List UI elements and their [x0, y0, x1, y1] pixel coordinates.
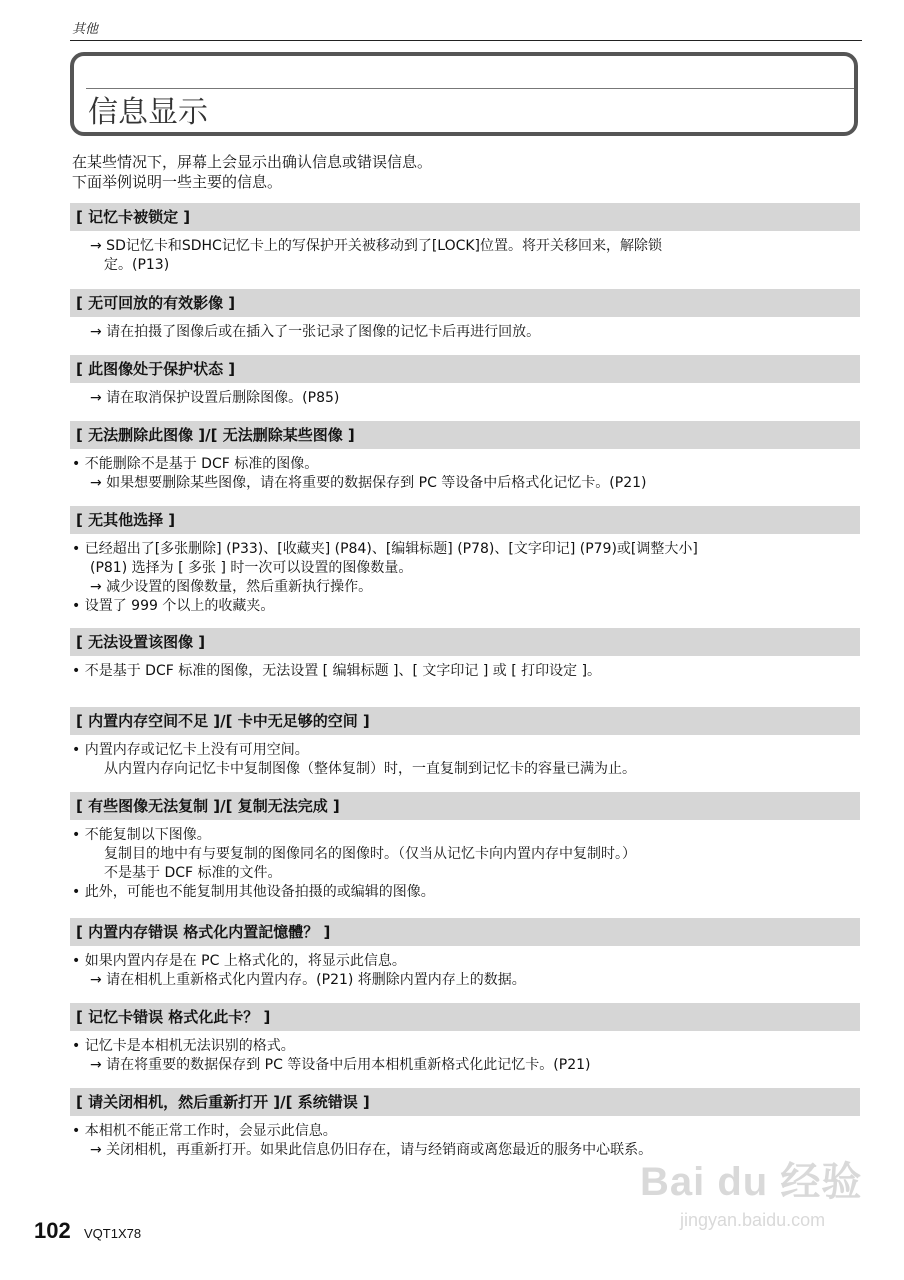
body-line: → 请在拍摄了图像后或在插入了一张记录了图像的记忆卡后再进行回放。	[90, 324, 541, 340]
section-heading: [ 无法设置该图像 ]	[70, 628, 860, 656]
section-internal-memory-error	[70, 918, 860, 990]
intro-line: 在某些情况下，屏幕上会显示出确认信息或错误信息。	[72, 153, 433, 171]
section-body	[70, 820, 860, 902]
body-line: • 设置了 999 个以上的收藏夹。	[72, 598, 275, 614]
section-heading: [ 无法删除此图像 ]/[ 无法删除某些图像 ]	[70, 421, 860, 449]
body-line: • 不是基于 DCF 标准的图像，无法设置 [ 编辑标题 ]、[ 文字印记 ] 或 [ 打印设定 ]。	[72, 663, 602, 679]
section-cannot-delete	[70, 421, 860, 493]
body-line: → 减少设置的图像数量，然后重新执行操作。	[90, 579, 373, 595]
section-heading: [ 无其他选择 ]	[70, 506, 860, 534]
body-line: → 请在取消保护设置后删除图像。(P85)	[90, 390, 340, 406]
intro-line: 下面举例说明一些主要的信息。	[72, 173, 283, 191]
section-heading: [ 无可回放的有效影像 ]	[70, 289, 860, 317]
body-line: • 本相机不能正常工作时，会显示此信息。	[72, 1123, 337, 1139]
model-code: VQT1X78	[84, 1226, 142, 1241]
body-line: • 不能复制以下图像。	[72, 827, 211, 843]
page-number: 102	[34, 1218, 71, 1243]
intro-text	[72, 152, 852, 192]
section-image-protected	[70, 355, 860, 408]
body-line: • 内置内存或记忆卡上没有可用空间。	[72, 742, 309, 758]
body-line: 从内置内存向记忆卡中复制图像（整体复制）时，一直复制到记忆卡的容量已满为止。	[104, 761, 636, 777]
body-line: (P81) 选择为 [ 多张 ] 时一次可以设置的图像数量。	[90, 560, 413, 576]
body-line: • 已经超出了[多张删除] (P33)、[收藏夹] (P84)、[编辑标题] (P78)、[文字印记] (P79)或[调整大小]	[72, 541, 698, 557]
body-line: → SD记忆卡和SDHC记忆卡上的写保护开关被移动到了[LOCK]位置。将开关移回来，解除锁	[90, 238, 663, 254]
body-line: → 请在将重要的数据保存到 PC 等设备中后用本相机重新格式化此记忆卡。(P21)	[90, 1057, 591, 1073]
section-body	[70, 656, 860, 681]
body-line: • 如果内置内存是在 PC 上格式化的，将显示此信息。	[72, 953, 406, 969]
section-heading: [ 有些图像无法复制 ]/[ 复制无法完成 ]	[70, 792, 860, 820]
section-card-error	[70, 1003, 860, 1075]
section-body	[70, 449, 860, 493]
watermark-url: jingyan.baidu.com	[680, 1210, 826, 1230]
section-no-valid-image	[70, 289, 860, 342]
body-line: • 此外，可能也不能复制用其他设备拍摄的或编辑的图像。	[72, 884, 435, 900]
body-line: 不是基于 DCF 标准的文件。	[104, 865, 282, 881]
section-heading: [ 内置内存错误 格式化内置記憶體？ ]	[70, 918, 860, 946]
section-body	[70, 317, 860, 342]
section-heading: [ 记忆卡错误 格式化此卡？ ]	[70, 1003, 860, 1031]
title-box	[70, 52, 858, 136]
section-cannot-set-image	[70, 628, 860, 681]
body-line: → 关闭相机，再重新打开。如果此信息仍旧存在，请与经销商或离您最近的服务中心联系。	[90, 1142, 653, 1158]
watermark	[640, 1150, 870, 1250]
section-memory-full	[70, 707, 860, 779]
watermark-logo: Bai du 经验	[640, 1160, 863, 1204]
body-line: → 如果想要删除某些图像，请在将重要的数据保存到 PC 等设备中后格式化记忆卡。(P21)	[90, 475, 647, 491]
section-heading: [ 内置内存空间不足 ]/[ 卡中无足够的空间 ]	[70, 707, 860, 735]
section-body	[70, 231, 860, 275]
section-body	[70, 534, 860, 616]
section-heading: [ 记忆卡被锁定 ]	[70, 203, 860, 231]
body-line: • 记忆卡是本相机无法识别的格式。	[72, 1038, 295, 1054]
running-head: 其他	[72, 22, 99, 37]
body-line: 定。(P13)	[104, 257, 170, 273]
section-body	[70, 946, 860, 990]
section-heading: [ 此图像处于保护状态 ]	[70, 355, 860, 383]
section-body	[70, 735, 860, 779]
section-no-more-selection	[70, 506, 860, 616]
section-heading: [ 请关闭相机，然后重新打开 ]/[ 系统错误 ]	[70, 1088, 860, 1116]
title-inner-rule	[86, 88, 854, 89]
header-rule	[70, 40, 862, 41]
body-line: → 请在相机上重新格式化内置内存。(P21) 将删除内置内存上的数据。	[90, 972, 526, 988]
body-line: 复制目的地中有与要复制的图像同名的图像时。（仅当从记忆卡向内置内存中复制时。）	[104, 846, 636, 862]
page-title: 信息显示	[88, 95, 208, 130]
section-body	[70, 1031, 860, 1075]
section-body	[70, 383, 860, 408]
body-line: • 不能删除不是基于 DCF 标准的图像。	[72, 456, 319, 472]
section-card-locked	[70, 203, 860, 275]
section-cannot-copy	[70, 792, 860, 902]
